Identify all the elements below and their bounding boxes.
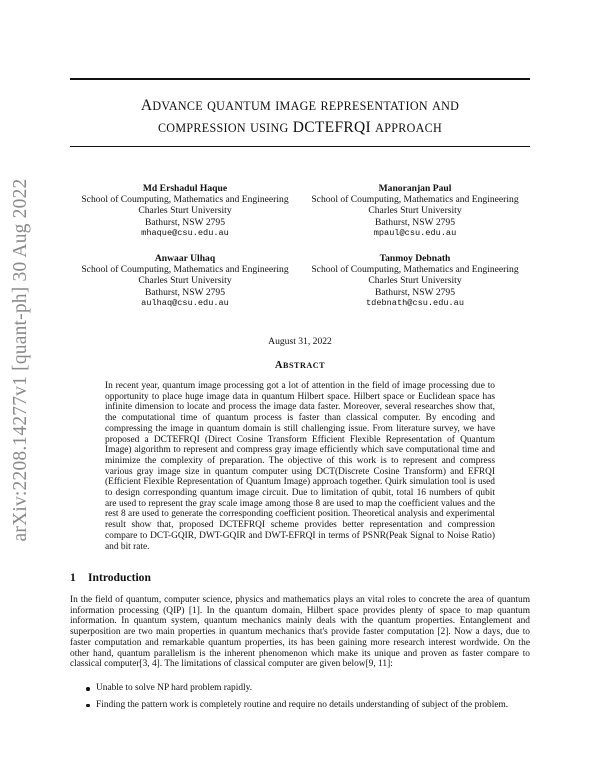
author-name: Anwaar Ulhaq <box>154 253 216 264</box>
author-email: tdebnath@csu.edu.au <box>366 297 464 308</box>
arxiv-identifier: arXiv:2208.14277v1 [quant-ph] 30 Aug 2022 <box>10 178 31 542</box>
author-department: School of Coumputing, Mathematics and Engineering <box>311 264 519 276</box>
author-university: Charles Sturt University <box>368 275 462 287</box>
author-city: Bathurst, NSW 2795 <box>144 286 226 298</box>
section-title: Introduction <box>88 571 151 584</box>
abstract-heading: ABSTRACT <box>274 360 326 371</box>
author-2 <box>300 183 530 239</box>
paper-title-line-1: ADVANCE QUANTUM IMAGE REPRESENTATION AND <box>140 97 460 114</box>
author-department: School of Coumputing, Mathematics and Engineering <box>81 264 289 276</box>
author-university: Charles Sturt University <box>138 275 232 287</box>
title-rule-top <box>70 78 530 80</box>
author-name: Tanmoy Debnath <box>379 253 451 264</box>
publication-date: August 31, 2022 <box>268 336 332 347</box>
limitations-list <box>70 683 530 716</box>
introduction-paragraph: In the field of quantum, computer science, physics and mathematics plays an vital roles to concrete the area of quantum information processing (QIP) [1]. In the quantum domain, Hilbert space provides plenty of space to map quantum information. In quantum system, quantum mechanics mainly deals with the quantum properties. Entanglement and superposition are two main properties in quantum mechanics that's provide faster computation [2]. Now a days, due to faster computation and remarkable quantum properties, its has been gaining more research interest wordwide. On the other hand, quantum parallelism is the inherent phenomenon which make its unique and proven as faster compare to classical computer[3, 4]. The limitations of classical computer are given below[9, 11]: <box>70 595 530 670</box>
title-rule-bottom <box>70 146 530 147</box>
section-heading <box>70 571 151 584</box>
section-number: 1 <box>70 571 76 584</box>
author-4 <box>300 253 530 309</box>
bullet-icon <box>86 687 90 691</box>
list-item: Unable to solve NP hard problem rapidly. <box>70 683 530 694</box>
list-item: Finding the pattern work is completely routine and require no details understanding of subject of the problem. <box>70 700 530 711</box>
author-1 <box>70 183 300 239</box>
author-email: aulhaq@csu.edu.au <box>141 297 229 308</box>
paper-title-line-2: COMPRESSION USING DCTEFRQI APPROACH <box>157 119 443 136</box>
author-email: mpaul@csu.edu.au <box>373 227 457 238</box>
bullet-icon <box>86 704 90 708</box>
author-department: School of Coumputing, Mathematics and Engineering <box>81 194 289 206</box>
paper-title <box>70 95 530 139</box>
author-3 <box>70 253 300 309</box>
author-name: Manoranjan Paul <box>378 183 452 194</box>
author-email: mhaque@csu.edu.au <box>141 227 229 238</box>
arxiv-sidebar <box>6 150 36 570</box>
author-city: Bathurst, NSW 2795 <box>144 216 226 228</box>
author-city: Bathurst, NSW 2795 <box>374 286 456 298</box>
author-university: Charles Sturt University <box>368 205 462 217</box>
author-department: School of Coumputing, Mathematics and Engineering <box>311 194 519 206</box>
abstract-text: In recent year, quantum image processing got a lot of attention in the field of image processing due to opportunity to place huge image data in quantum Hilbert space. Hilbert space or Euclidean space has infinite dimension to locate and process the image data faster. Moreover, several researches show that, the computational time of quantum process is faster than classical computer. By encoding and compressing the image in quantum domain is still challenging issue. From literature survey, we have proposed a DCTEFRQI (Direct Cosine Transform Efficient Flexible Representation of Quantum Image) algorithm to represent and compress gray image efficiently which save computational time and minimize the complexity of preparation. The objective of this work is to represent and compress various gray image size in quantum computer using DCT(Discrete Cosine Transform) and EFRQI (Efficient Flexible Representation of Quantum Image) approach together. Quirk simulation tool is used to design corresponding quantum image circuit. Due to limitation of qubit, total 16 numbers of qubit are used to represent the gray scale image among those 8 are used to map the coefficient values and the rest 8 are used to generate the corresponding coefficient position. Theoretical analysis and experimental result show that, proposed DCTEFRQI scheme provides better representation and compression compare to DCT-GQIR, DWT-GQIR and DWT-EFRQI in terms of PSNR(Peak Signal to Noise Ratio) and bit rate. <box>105 381 495 552</box>
author-university: Charles Sturt University <box>138 205 232 217</box>
author-city: Bathurst, NSW 2795 <box>374 216 456 228</box>
author-name: Md Ershadul Haque <box>142 183 228 194</box>
